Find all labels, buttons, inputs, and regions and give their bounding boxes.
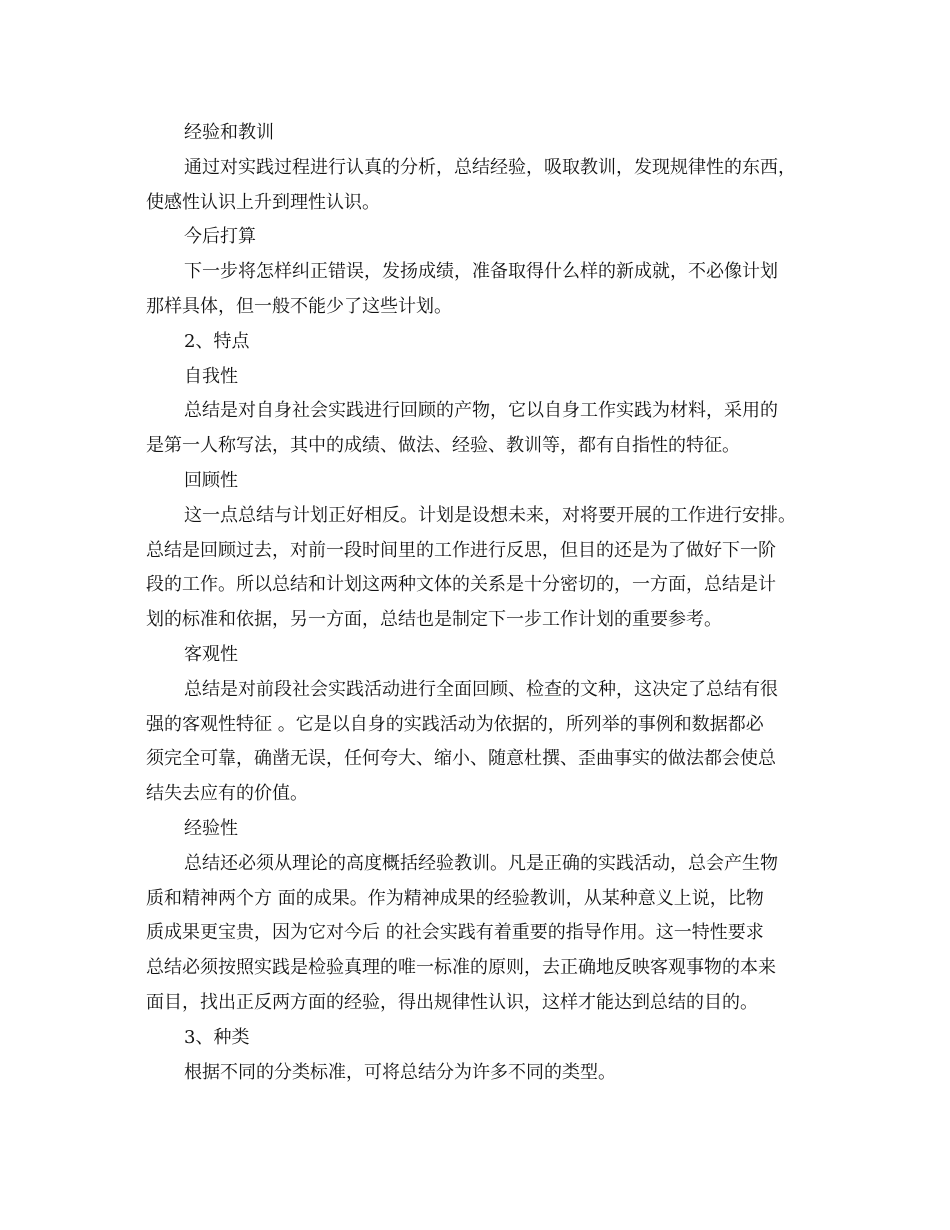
paragraph-line: 是第一人称写法，其中的成绩、做法、经验、教训等，都有自指性的特征。 — [146, 435, 740, 457]
document-body — [146, 116, 806, 1090]
section-heading: 今后打算 — [184, 226, 256, 248]
paragraph-line: 总结是回顾过去，对前一段时间里的工作进行反思，但目的还是为了做好下一阶 — [146, 539, 776, 561]
paragraph-line: 这一点总结与计划正好相反。计划是设想未来，对将要开展的工作进行安排。 — [184, 504, 796, 526]
paragraph-line: 总结是对自身社会实践进行回顾的产物，它以自身工作实践为材料，采用的 — [184, 400, 778, 422]
paragraph-line: 根据不同的分类标准，可将总结分为许多不同的类型。 — [184, 1061, 616, 1083]
section-heading: 2、特点 — [184, 330, 250, 352]
paragraph-line: 那样具体，但一般不能少了这些计划。 — [146, 295, 452, 317]
paragraph-line: 总结是对前段社会实践活动进行全面回顾、检查的文种，这决定了总结有很 — [184, 678, 778, 700]
section-heading: 3、种类 — [184, 1026, 250, 1048]
paragraph-line: 划的标准和依据，另一方面，总结也是制定下一步工作计划的重要参考。 — [146, 609, 722, 631]
paragraph-line: 总结还必须从理论的高度概括经验教训。凡是正确的实践活动，总会产生物 — [184, 852, 778, 874]
paragraph-line: 结失去应有的价值。 — [146, 783, 308, 805]
paragraph-line: 段的工作。所以总结和计划这两种文体的关系是十分密切的，一方面，总结是计 — [146, 574, 776, 596]
paragraph-line: 通过对实践过程进行认真的分析，总结经验，吸取教训，发现规律性的东西， — [184, 156, 796, 178]
paragraph-line: 总结必须按照实践是检验真理的唯一标准的原则，去正确地反映客观事物的本来 — [146, 957, 776, 979]
paragraph-line: 强的客观性特征 。它是以自身的实践活动为依据的，所列举的事例和数据都必 — [146, 713, 764, 735]
section-heading: 客观性 — [184, 643, 238, 665]
paragraph-line: 质和精神两个方 面的成果。作为精神成果的经验教训，从某种意义上说，比物 — [146, 887, 764, 909]
section-heading: 回顾性 — [184, 469, 238, 491]
paragraph-line: 面目，找出正反两方面的经验，得出规律性认识，这样才能达到总结的目的。 — [146, 991, 758, 1013]
paragraph-line: 质成果更宝贵，因为它对今后 的社会实践有着重要的指导作用。这一特性要求 — [146, 922, 764, 944]
paragraph-line: 须完全可靠，确凿无误，任何夸大、缩小、随意杜撰、歪曲事实的做法都会使总 — [146, 748, 776, 770]
section-heading: 经验性 — [184, 817, 238, 839]
paragraph-line: 下一步将怎样纠正错误，发扬成绩，准备取得什么样的新成就，不必像计划 — [184, 261, 778, 283]
section-heading: 自我性 — [184, 365, 238, 387]
paragraph-line: 使感性认识上升到理性认识。 — [146, 191, 380, 213]
section-heading: 经验和教训 — [184, 122, 274, 143]
